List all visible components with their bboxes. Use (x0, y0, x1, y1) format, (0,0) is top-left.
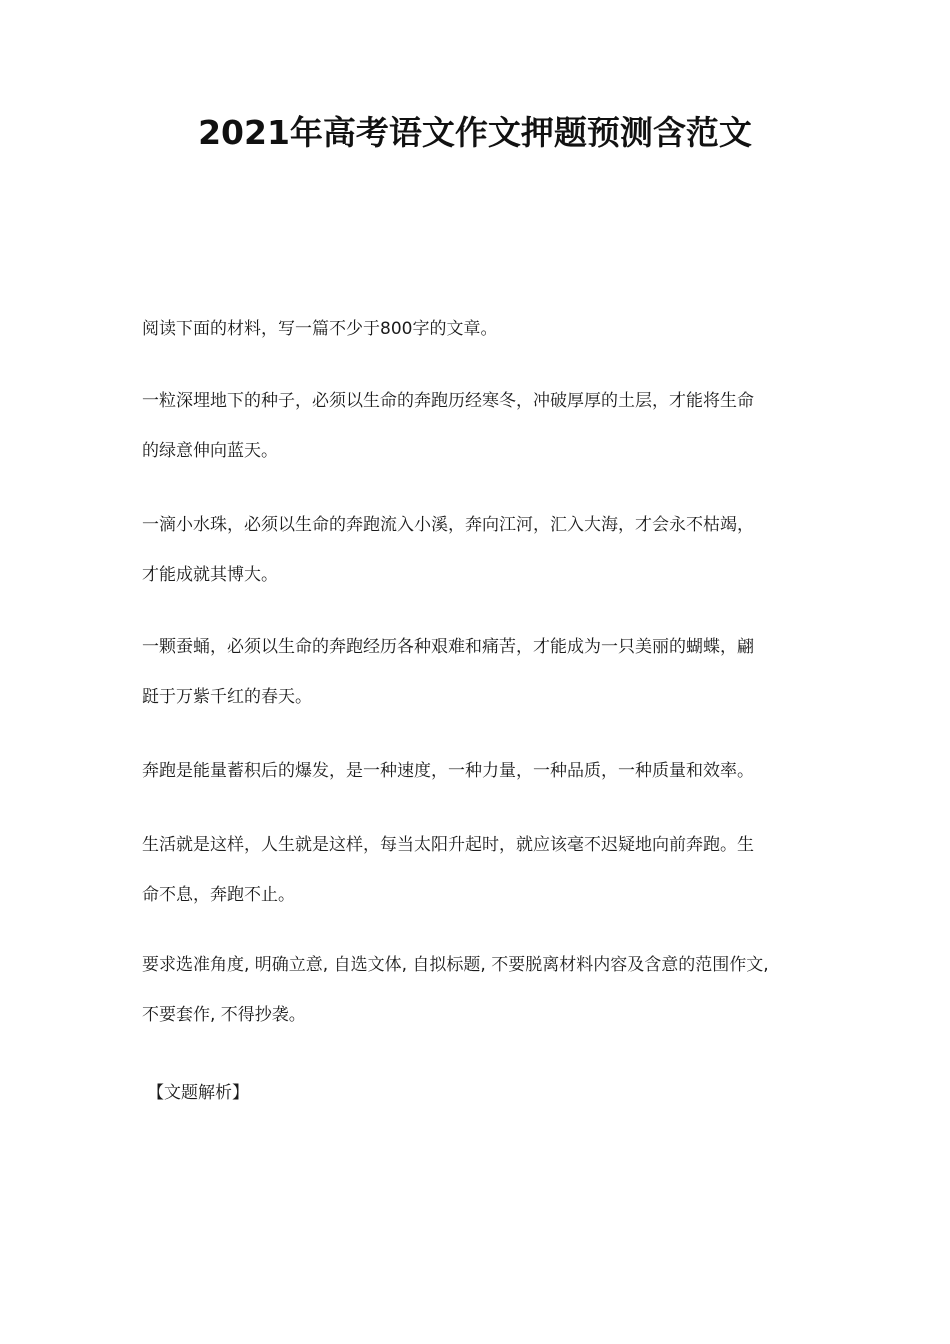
paragraph-line: 跹于万紫千红的春天。 (142, 687, 312, 707)
paragraph-line: 阅读下面的材料，写一篇不少于800字的文章。 (142, 319, 498, 339)
paragraph-water-drop (142, 500, 812, 600)
paragraph-line: 才能成就其博大。 (142, 565, 278, 585)
paragraph-line: 一滴小水珠，必须以生命的奔跑流入小溪，奔向江河，汇入大海，才会永不枯竭， (142, 515, 754, 535)
document-title: 2021年高考语文作文押题预测含范文 (198, 113, 752, 152)
paragraph-life (142, 820, 812, 920)
paragraph-requirements (142, 940, 812, 1040)
paragraph-line: 一颗蚕蛹，必须以生命的奔跑经历各种艰难和痛苦，才能成为一只美丽的蝴蝶，翩 (142, 637, 754, 657)
paragraph-line: 的绿意伸向蓝天。 (142, 441, 278, 461)
paragraph-line: 奔跑是能量蓄积后的爆发，是一种速度，一种力量，一种品质，一种质量和效率。 (142, 761, 754, 781)
paragraph-line: 一粒深埋地下的种子，必须以生命的奔跑历经寒冬，冲破厚厚的土层，才能将生命 (142, 391, 754, 411)
paragraph-running (142, 746, 812, 796)
paragraph-line: 要求选准角度, 明确立意, 自选文体, 自拟标题, 不要脱离材料内容及含意的范围作文, (142, 955, 769, 975)
paragraph-line: 生活就是这样，人生就是这样，每当太阳升起时，就应该毫不迟疑地向前奔跑。生 (142, 835, 754, 855)
paragraph-seed (142, 376, 812, 476)
section-heading: 【文题解析】 (147, 1083, 249, 1103)
paragraph-line: 不要套作, 不得抄袭。 (142, 1005, 306, 1025)
paragraph-prompt (142, 304, 812, 354)
paragraph-silkworm (142, 622, 812, 722)
paragraph-line: 命不息，奔跑不止。 (142, 885, 295, 905)
